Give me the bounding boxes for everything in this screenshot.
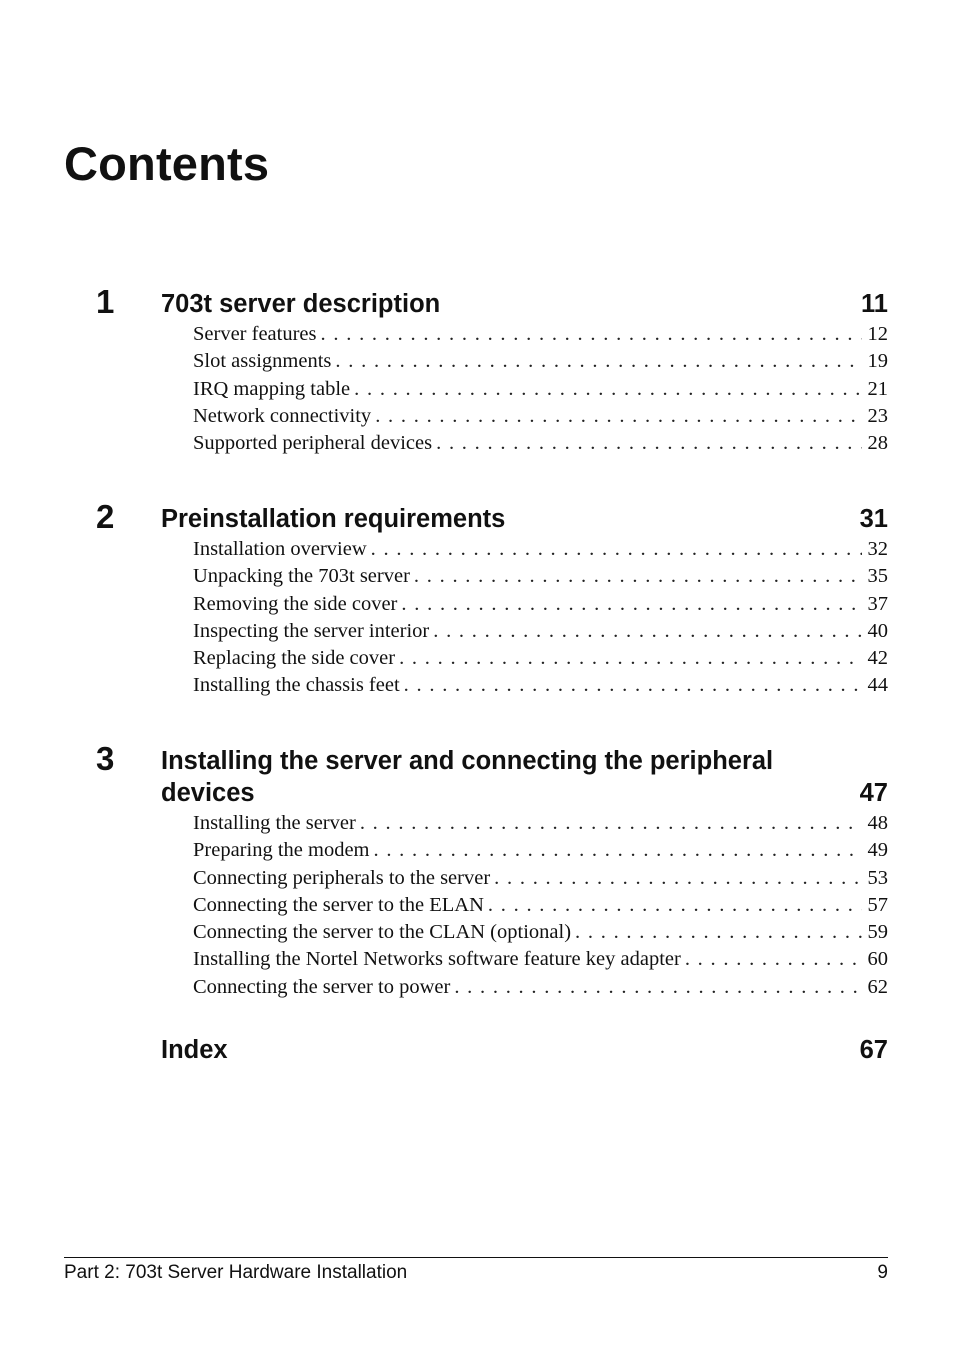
dot-leader bbox=[335, 348, 861, 375]
dot-leader bbox=[433, 618, 861, 645]
toc-entry-page: 35 bbox=[867, 565, 888, 588]
chapter-page: 11 bbox=[861, 290, 888, 318]
chapter-title: Preinstallation requirements bbox=[161, 505, 506, 533]
toc-entry-label: Replacing the side cover bbox=[193, 647, 396, 670]
toc-entry-page: 42 bbox=[867, 647, 888, 670]
chapter-title-line: Installing the server and connecting the peripheral bbox=[161, 747, 774, 775]
dot-leader bbox=[494, 865, 861, 892]
toc-entry-page: 49 bbox=[867, 839, 888, 862]
toc-entry[interactable] bbox=[193, 892, 888, 919]
toc-entry-label: Connecting peripherals to the server bbox=[193, 866, 491, 889]
toc-entries bbox=[193, 810, 888, 1001]
toc-entry[interactable] bbox=[193, 645, 888, 672]
toc-entry[interactable] bbox=[193, 536, 888, 563]
toc-entry-label: IRQ mapping table bbox=[193, 377, 351, 400]
toc-entry-label: Connecting the server to the CLAN (optional) bbox=[193, 921, 572, 944]
toc-entry[interactable] bbox=[193, 919, 888, 946]
dot-leader bbox=[404, 672, 862, 699]
index-heading[interactable] bbox=[161, 1034, 888, 1066]
toc-entry-page: 28 bbox=[867, 432, 888, 455]
page-title: Contents bbox=[64, 137, 270, 190]
toc-entry-page: 37 bbox=[867, 592, 888, 615]
dot-leader bbox=[371, 536, 862, 563]
dot-leader bbox=[375, 403, 861, 430]
toc-entry-page: 21 bbox=[867, 377, 888, 400]
toc-entry[interactable] bbox=[193, 837, 888, 864]
toc-entry-label: Network connectivity bbox=[193, 404, 372, 427]
index-title: Index bbox=[161, 1036, 228, 1064]
chapter-page: 31 bbox=[859, 505, 888, 533]
toc-entry-label: Inspecting the server interior bbox=[193, 619, 430, 642]
toc-entry-page: 48 bbox=[867, 812, 888, 834]
footer-divider bbox=[64, 1257, 888, 1258]
toc-entry-label: Installing the chassis feet bbox=[193, 674, 400, 697]
toc-entry[interactable] bbox=[193, 672, 888, 699]
dot-leader bbox=[354, 376, 861, 403]
toc-entry[interactable] bbox=[193, 403, 888, 430]
toc-entries bbox=[193, 536, 888, 700]
dot-leader bbox=[401, 591, 861, 618]
toc-entry[interactable] bbox=[193, 946, 888, 973]
dot-leader bbox=[414, 563, 862, 590]
toc-entry-label: Installation overview bbox=[193, 538, 367, 560]
toc-entry-page: 57 bbox=[867, 893, 888, 916]
toc-entries bbox=[193, 321, 888, 457]
footer-document-title: Part 2: 703t Server Hardware Installation bbox=[64, 1262, 408, 1283]
toc-entry-page: 19 bbox=[867, 350, 888, 373]
toc-entry-label: Slot assignments bbox=[193, 350, 332, 373]
toc-entry-label: Server features bbox=[193, 323, 317, 345]
dot-leader bbox=[373, 837, 861, 864]
toc-entry[interactable] bbox=[193, 974, 888, 1001]
chapter-heading[interactable] bbox=[161, 503, 888, 535]
toc-entry[interactable] bbox=[193, 348, 888, 375]
toc-entry[interactable] bbox=[193, 865, 888, 892]
toc-entry-page: 60 bbox=[867, 948, 888, 971]
dot-leader bbox=[575, 919, 861, 946]
chapter-number: 1 bbox=[96, 283, 115, 320]
toc-entry[interactable] bbox=[193, 430, 888, 457]
dot-leader bbox=[360, 810, 862, 837]
chapter-number: 2 bbox=[96, 498, 115, 535]
toc-entry-label: Removing the side cover bbox=[193, 592, 398, 615]
dot-leader bbox=[436, 430, 861, 457]
dot-leader bbox=[399, 645, 861, 672]
chapter-number: 3 bbox=[96, 740, 115, 777]
toc-entry[interactable] bbox=[193, 591, 888, 618]
toc-entry-label: Supported peripheral devices bbox=[193, 432, 433, 455]
dot-leader bbox=[488, 892, 862, 919]
chapter-heading[interactable] bbox=[161, 745, 888, 809]
toc-entry[interactable] bbox=[193, 810, 888, 837]
toc-entry-page: 23 bbox=[867, 404, 888, 427]
chapter-heading[interactable] bbox=[161, 288, 888, 320]
toc-entry[interactable] bbox=[193, 563, 888, 590]
index-page: 67 bbox=[859, 1036, 888, 1064]
toc-entry-page: 53 bbox=[867, 866, 888, 889]
page-footer bbox=[64, 1262, 888, 1284]
toc-entry-label: Installing the Nortel Networks software feature key adapter bbox=[193, 948, 681, 971]
chapter-page: 47 bbox=[859, 779, 888, 807]
toc-entry-page: 59 bbox=[867, 921, 888, 944]
dot-leader bbox=[454, 974, 861, 1001]
toc-entry-label: Unpacking the 703t server bbox=[193, 565, 410, 588]
toc-entry-page: 40 bbox=[867, 619, 888, 642]
footer-page-number: 9 bbox=[877, 1262, 888, 1283]
chapter-title: 703t server description bbox=[161, 290, 441, 318]
chapter-title: devices bbox=[161, 779, 255, 807]
toc-entry-label: Connecting the server to the ELAN bbox=[193, 893, 484, 916]
toc-entry[interactable] bbox=[193, 376, 888, 403]
toc-entry-label: Connecting the server to power bbox=[193, 975, 451, 998]
toc-entry-page: 62 bbox=[867, 975, 888, 998]
toc-entry[interactable] bbox=[193, 618, 888, 645]
dot-leader bbox=[685, 946, 862, 973]
toc-entry-page: 32 bbox=[867, 538, 888, 560]
toc-entry-page: 12 bbox=[867, 323, 888, 345]
toc-entry-label: Installing the server bbox=[193, 812, 356, 834]
toc-entry-page: 44 bbox=[867, 674, 888, 697]
toc-entry-label: Preparing the modem bbox=[193, 839, 370, 862]
dot-leader bbox=[321, 321, 862, 348]
toc-entry[interactable] bbox=[193, 321, 888, 348]
